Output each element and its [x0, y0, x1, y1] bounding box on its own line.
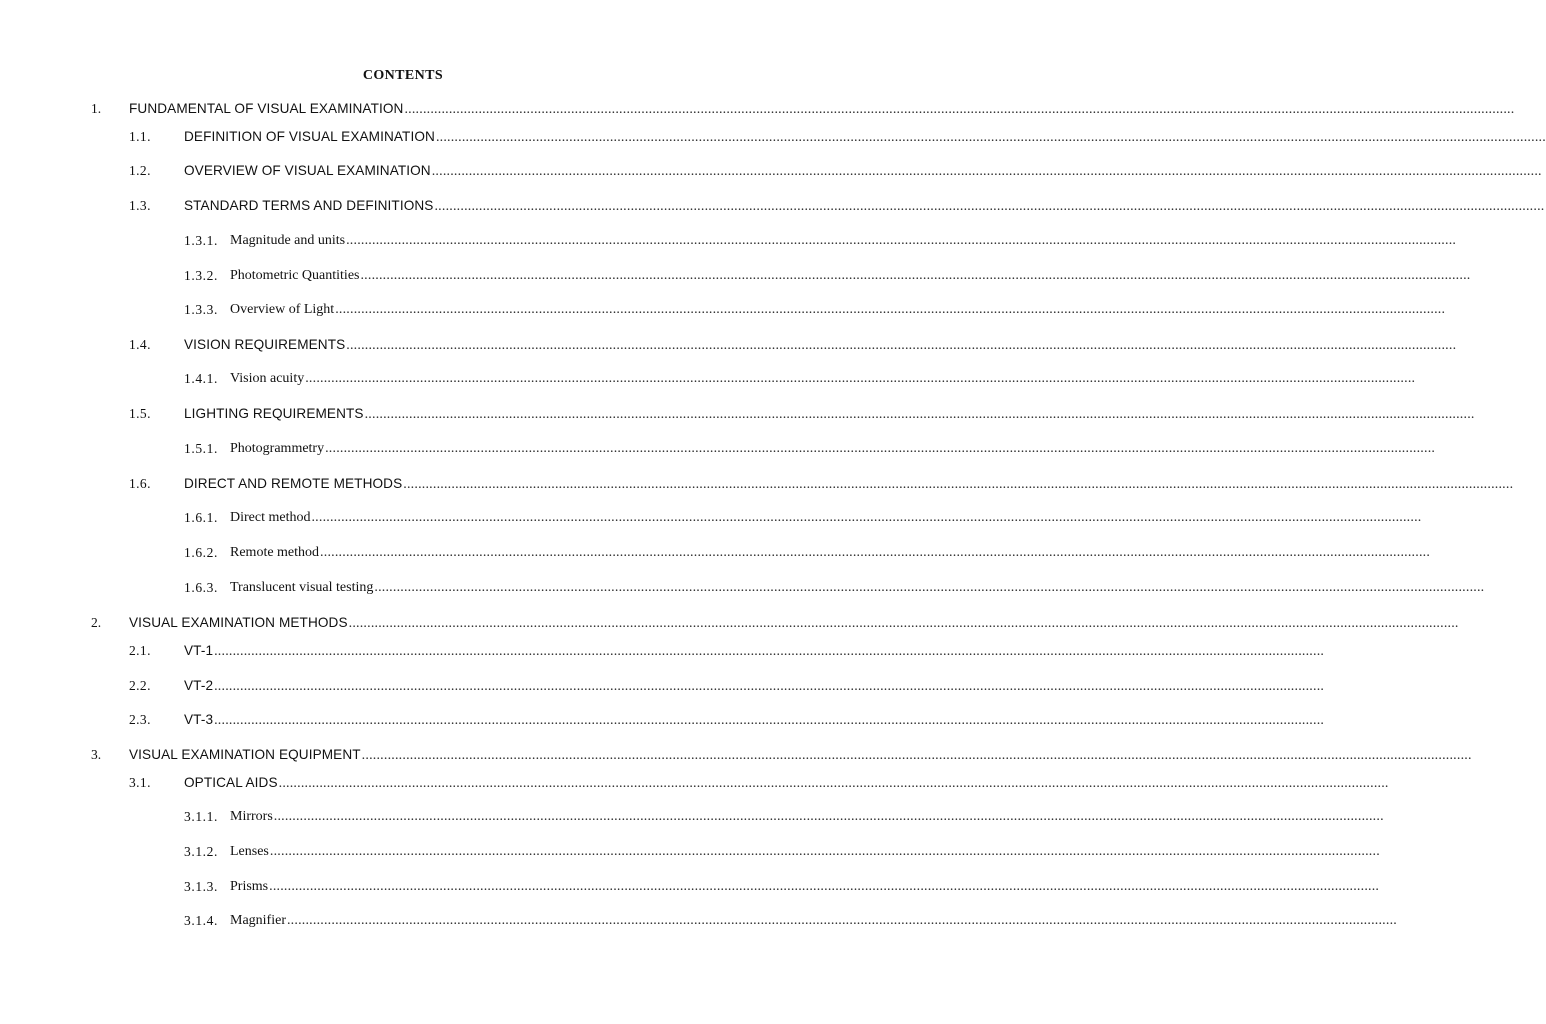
dot-leader: ............................................................................................................................................................................................................................................................................................................ [273, 809, 1384, 824]
toc-entry-line [184, 774, 1389, 793]
toc-entry-title: Prisms [230, 879, 269, 894]
dot-leader: ............................................................................................................................................................................................................................................................................................................ [311, 510, 1422, 525]
toc-entry-line [230, 509, 1422, 527]
toc-entry-number: 1.6.3. [184, 580, 218, 595]
toc-entry-line [129, 614, 1459, 633]
toc-entry-line [230, 878, 1380, 896]
toc-entry-title: VT-3 [184, 712, 214, 727]
toc-entry-title: Photogrammetry [230, 441, 325, 456]
toc-entry[interactable] [129, 475, 1514, 493]
toc-entry-title: Photometric Quantities [230, 268, 360, 283]
dot-leader: ............................................................................................................................................................................................................................................................................................................ [403, 477, 1514, 492]
toc-entry-line [184, 475, 1514, 494]
toc-entry-title: Direct method [230, 510, 311, 525]
toc-entry-line [184, 405, 1475, 424]
toc-entry-number: 3.1. [129, 775, 151, 790]
toc-entry-line [230, 912, 1397, 930]
toc-entry-line [230, 579, 1485, 597]
dot-leader: ............................................................................................................................................................................................................................................................................................................ [364, 407, 1475, 422]
dot-leader: ............................................................................................................................................................................................................................................................................................................ [434, 199, 1545, 214]
toc-entry-line [230, 267, 1471, 285]
toc-entry[interactable] [184, 267, 1471, 285]
dot-leader: ............................................................................................................................................................................................................................................................................................................ [214, 679, 1325, 694]
toc-entry-line [184, 162, 1542, 181]
toc-entry[interactable] [129, 711, 1325, 729]
toc-entry-line [184, 677, 1325, 696]
toc-entry-number: 3.1.2. [184, 844, 218, 859]
toc-entry-title: Overview of Light [230, 302, 335, 317]
toc-entry[interactable] [91, 614, 1459, 632]
toc-entry-title: Remote method [230, 545, 320, 560]
toc-entry-number: 1. [91, 101, 102, 116]
toc-entry[interactable] [184, 301, 1446, 319]
toc-entry-title: VT-2 [184, 678, 214, 693]
toc-entry-line [184, 336, 1457, 355]
toc-entry-title: OPTICAL AIDS [184, 775, 278, 790]
toc-entry-line [230, 440, 1436, 458]
toc-entry-line [230, 301, 1446, 319]
dot-leader: ............................................................................................................................................................................................................................................................................................................ [346, 338, 1457, 353]
toc-entry-title: Translucent visual testing [230, 580, 374, 595]
toc-entry-title: Vision acuity [230, 371, 305, 386]
toc-entry[interactable] [184, 912, 1397, 930]
dot-leader: ............................................................................................................................................................................................................................................................................................................ [431, 164, 1542, 179]
toc-entry-line [230, 232, 1457, 250]
toc-entry-title: VISION REQUIREMENTS [184, 337, 346, 352]
toc-entry-line [184, 197, 1545, 216]
toc-entry[interactable] [184, 878, 1380, 896]
dot-leader: ............................................................................................................................................................................................................................................................................................................ [320, 545, 1431, 560]
toc-entry-number: 3. [91, 747, 102, 762]
toc-entry-number: 1.3. [129, 198, 151, 213]
dot-leader: ............................................................................................................................................................................................................................................................................................................ [361, 748, 1472, 763]
dot-leader: ............................................................................................................................................................................................................................................................................................................ [404, 102, 1515, 117]
toc-entry-line [230, 370, 1416, 388]
toc-entry[interactable] [184, 232, 1457, 250]
toc-entry-number: 1.5. [129, 406, 151, 421]
toc-entry[interactable] [184, 808, 1384, 826]
dot-leader: ............................................................................................................................................................................................................................................................................................................ [214, 644, 1325, 659]
toc-entry[interactable] [129, 162, 1542, 180]
toc-entry-number: 1.2. [129, 163, 151, 178]
toc-entry[interactable] [129, 128, 1546, 146]
toc-entry-number: 1.6.1. [184, 510, 218, 525]
toc-entry-number: 2.1. [129, 643, 151, 658]
toc-entry-line [184, 642, 1325, 661]
toc-entry-title: VISUAL EXAMINATION EQUIPMENT [129, 747, 361, 762]
toc-entry-title: Mirrors [230, 809, 273, 824]
toc-entry-number: 3.1.4. [184, 913, 218, 928]
toc-entry-line [184, 711, 1325, 730]
dot-leader: ............................................................................................................................................................................................................................................................................................................ [348, 616, 1459, 631]
dot-leader: ............................................................................................................................................................................................................................................................................................................ [278, 776, 1389, 791]
toc-entry[interactable] [184, 544, 1431, 562]
toc-entry[interactable] [129, 405, 1475, 423]
toc-entry-title: DIRECT AND REMOTE METHODS [184, 476, 403, 491]
toc-entry-number: 1.3.1. [184, 233, 218, 248]
toc-entry-title: Magnifier [230, 913, 286, 928]
dot-leader: ............................................................................................................................................................................................................................................................................................................ [269, 879, 1380, 894]
toc-entry-number: 2.2. [129, 678, 151, 693]
toc-entry-number: 3.1.1. [184, 809, 218, 824]
toc-entry[interactable] [129, 197, 1545, 215]
toc-entry-title: LIGHTING REQUIREMENTS [184, 406, 364, 421]
dot-leader: ............................................................................................................................................................................................................................................................................................................ [435, 130, 1546, 145]
toc-entry-number: 2. [91, 615, 102, 630]
toc-entry-title: STANDARD TERMS AND DEFINITIONS [184, 198, 434, 213]
toc-entry[interactable] [184, 509, 1422, 527]
toc-entry[interactable] [184, 843, 1380, 861]
toc-entry-title: Lenses [230, 844, 269, 859]
toc-entry[interactable] [129, 642, 1325, 660]
toc-entry-number: 1.6.2. [184, 545, 218, 560]
toc-entry[interactable] [184, 579, 1485, 597]
dot-leader: ............................................................................................................................................................................................................................................................................................................ [335, 302, 1446, 317]
toc-entry-line [230, 808, 1384, 826]
toc-entry[interactable] [129, 336, 1457, 354]
dot-leader: ............................................................................................................................................................................................................................................................................................................ [305, 371, 1416, 386]
toc-entry-title: VISUAL EXAMINATION METHODS [129, 615, 348, 630]
toc-entry-line [184, 128, 1546, 147]
toc-entry-title: Magnitude and units [230, 233, 346, 248]
dot-leader: ............................................................................................................................................................................................................................................................................................................ [214, 713, 1325, 728]
toc-entry-line [230, 544, 1431, 562]
toc-entry[interactable] [129, 677, 1325, 695]
toc-entry[interactable] [184, 440, 1436, 458]
toc-entry-number: 3.1.3. [184, 879, 218, 894]
page-title: CONTENTS [362, 68, 444, 83]
toc-entry-title: FUNDAMENTAL OF VISUAL EXAMINATION [129, 101, 404, 116]
toc-entry[interactable] [91, 746, 1472, 764]
toc-entry-number: 1.1. [129, 129, 151, 144]
toc-entry-number: 1.3.3. [184, 302, 218, 317]
toc-entry-number: 1.6. [129, 476, 151, 491]
toc-entry[interactable] [129, 774, 1389, 792]
toc-entry-number: 1.3.2. [184, 268, 218, 283]
toc-entry[interactable] [91, 100, 1515, 118]
dot-leader: ............................................................................................................................................................................................................................................................................................................ [374, 580, 1485, 595]
toc-entry-line [129, 100, 1515, 119]
dot-leader: ............................................................................................................................................................................................................................................................................................................ [286, 913, 1397, 928]
toc-entry-number: 2.3. [129, 712, 151, 727]
dot-leader: ............................................................................................................................................................................................................................................................................................................ [325, 441, 1436, 456]
dot-leader: ............................................................................................................................................................................................................................................................................................................ [346, 233, 1457, 248]
toc-entry-number: 1.4.1. [184, 371, 218, 386]
toc-entry-title: OVERVIEW OF VISUAL EXAMINATION [184, 163, 431, 178]
dot-leader: ............................................................................................................................................................................................................................................................................................................ [360, 268, 1471, 283]
toc-entry-line [230, 843, 1380, 861]
toc-entry-number: 1.4. [129, 337, 151, 352]
toc-entry-number: 1.5.1. [184, 441, 218, 456]
toc-entry[interactable] [184, 370, 1416, 388]
dot-leader: ............................................................................................................................................................................................................................................................................................................ [269, 844, 1380, 859]
toc-entry-title: DEFINITION OF VISUAL EXAMINATION [184, 129, 435, 144]
toc-entry-title: VT-1 [184, 643, 214, 658]
toc-entry-line [129, 746, 1472, 765]
